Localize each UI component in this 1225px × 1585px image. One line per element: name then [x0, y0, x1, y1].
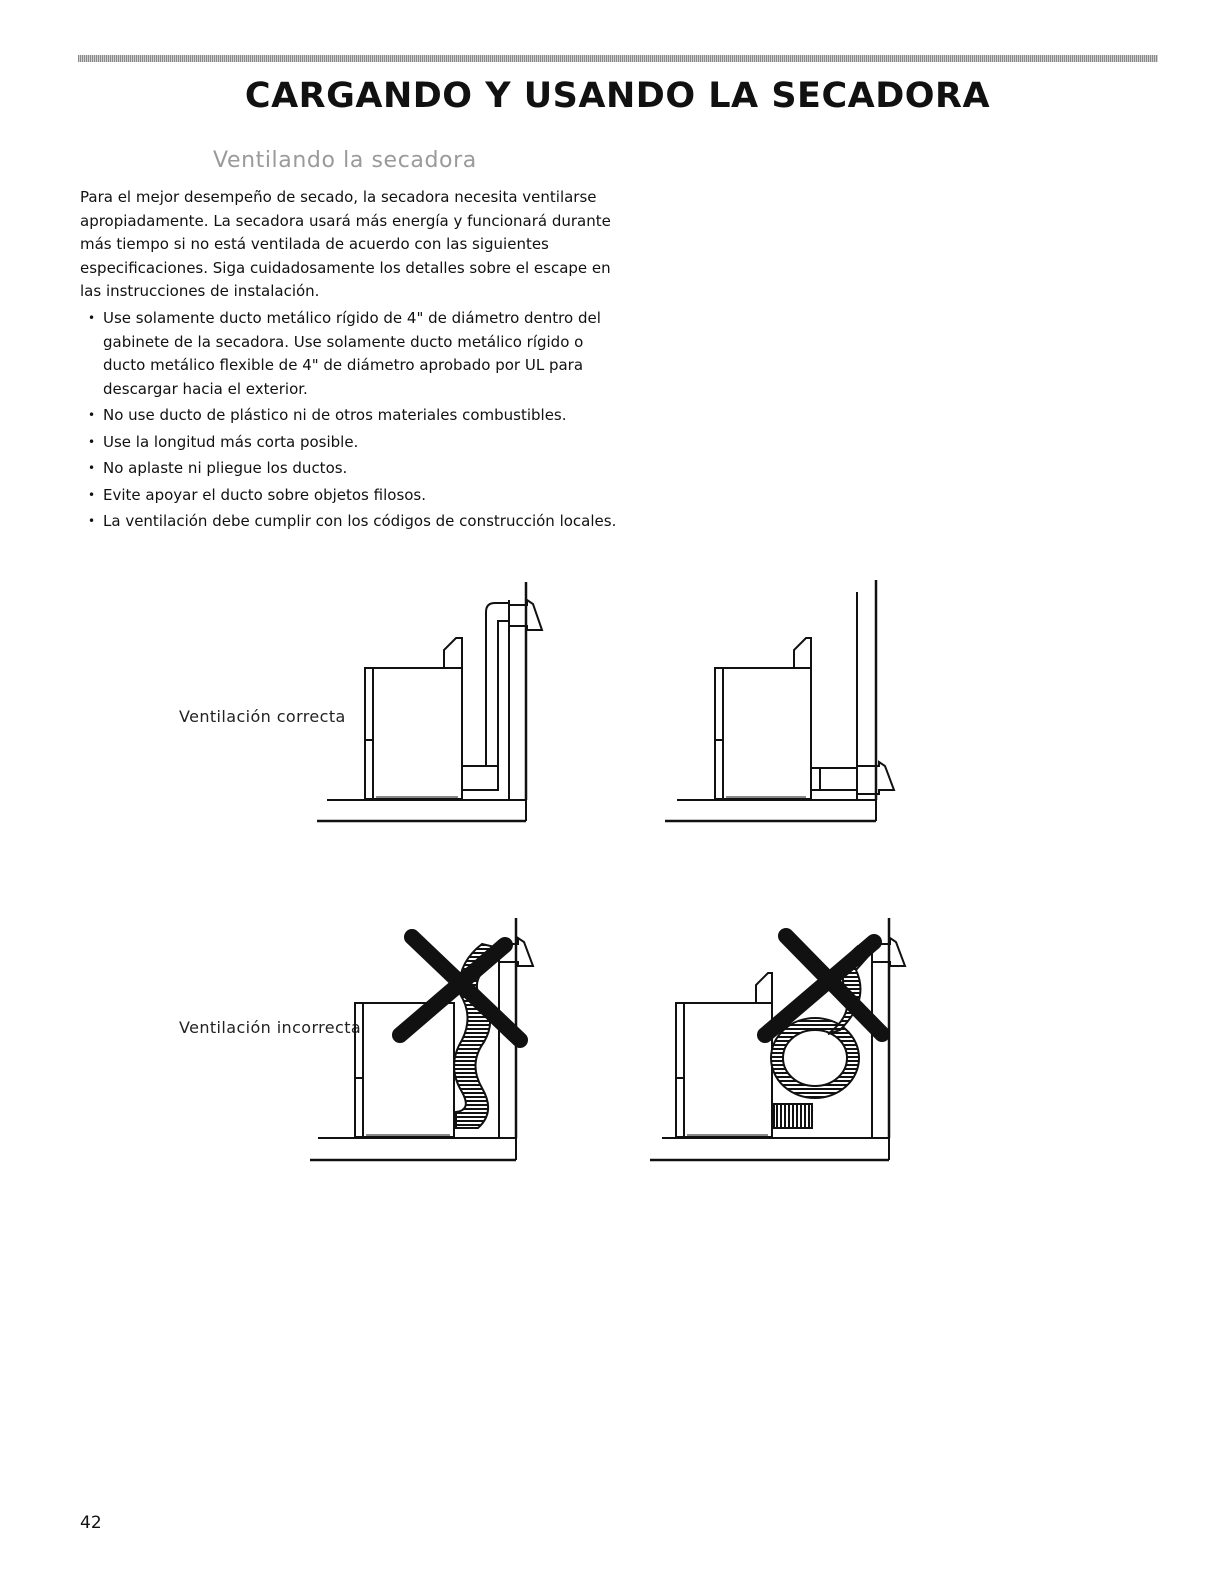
page-title: CARGANDO Y USANDO LA SECADORA: [244, 76, 991, 116]
list-item: • No use ducto de plástico ni de otros materiales combustibles.: [80, 404, 620, 428]
incorrect-flex-up-diagram: [310, 918, 533, 1160]
section-heading: Ventilando la secadora: [213, 148, 477, 173]
rigid-duct-icon: [462, 603, 509, 790]
intro-paragraph: Para el mejor desempeño de secado, la secadora necesita ventilarse apropiadamente. La secadora usará más energía y funcionará durante más tiempo si no está ventilada de acuerdo con las siguientes especificaciones. Siga cuidadosamente los detalles sobre el escape en las instrucciones de instalación.: [80, 188, 611, 300]
incorrect-venting-label: Ventilación incorrecta: [179, 1018, 362, 1037]
page-number: 42: [80, 1513, 102, 1533]
list-item: • Use la longitud más corta posible.: [80, 431, 620, 455]
list-item: • Evite apoyar el ducto sobre objetos filosos.: [80, 484, 620, 508]
list-item: • No aplaste ni pliegue los ductos.: [80, 457, 620, 481]
x-mark-icon: [400, 937, 520, 1040]
correct-venting-label: Ventilación correcta: [179, 707, 346, 726]
rigid-duct-icon: [811, 768, 857, 790]
list-item: • Use solamente ducto metálico rígido de 4" de diámetro dentro del gabinete de la secadora. Use solamente ducto metálico rígido o ducto metálico flexible de 4" de diámetro aprobado por UL para descargar hacia el exterior.: [80, 307, 620, 401]
correct-vent-up-diagram: [317, 582, 542, 821]
incorrect-flex-coiled-diagram: [650, 918, 905, 1160]
list-item: • La ventilación debe cumplir con los códigos de construcción locales.: [80, 510, 620, 534]
dryer-icon: [676, 973, 772, 1137]
dryer-icon: [365, 638, 462, 799]
dryer-icon: [715, 638, 811, 799]
correct-vent-straight-diagram: [665, 580, 894, 821]
